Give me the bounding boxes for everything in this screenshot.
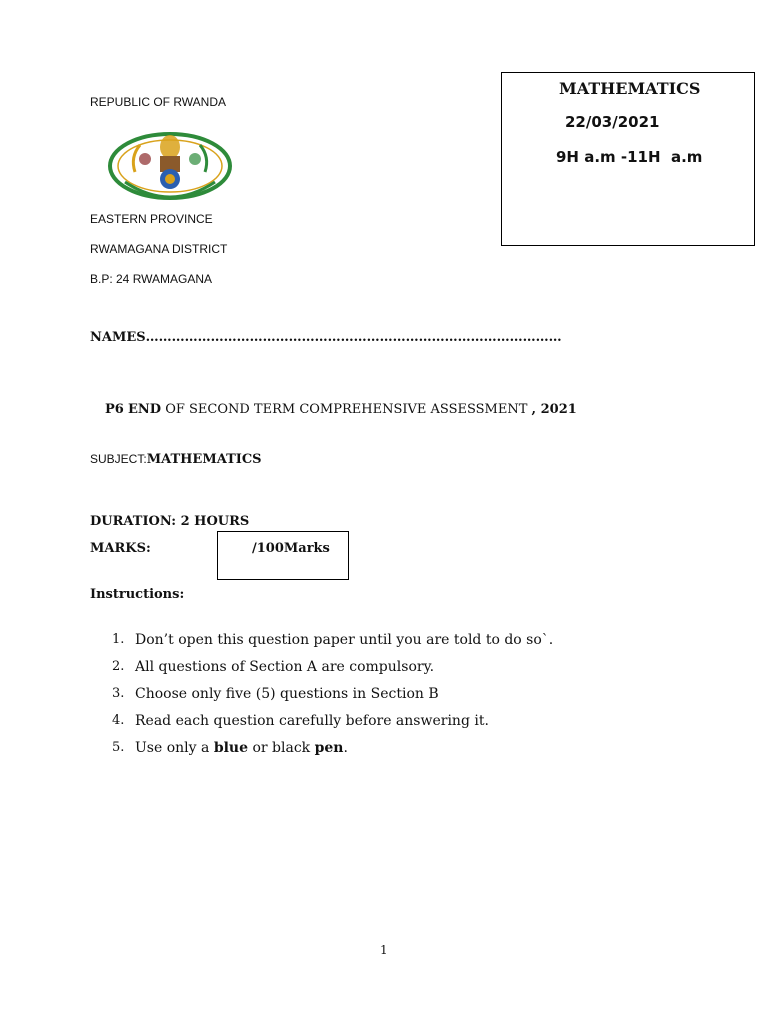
instruction-text: Read each question carefully before answering it. (135, 713, 489, 729)
page-number: 1 (380, 943, 388, 957)
duration: DURATION: 2 HOURS (90, 514, 250, 529)
instruction-text: Don’t open this question paper until you are told to do so`. (135, 632, 554, 648)
exam-box-time: 9H a.m -11H a.m (556, 148, 703, 166)
exam-box-subject: MATHEMATICS (559, 79, 701, 98)
names-label: NAMES (90, 330, 146, 345)
instruction-item (112, 657, 553, 684)
district-name: RWAMAGANA DISTRICT (90, 242, 228, 256)
instruction-number: 5. (112, 740, 125, 755)
subject-label: SUBJECT: (90, 452, 147, 466)
title-main: OF SECOND TERM COMPREHENSIVE ASSESSMENT (165, 402, 528, 417)
instruction-item (112, 630, 554, 657)
names-line (90, 330, 562, 345)
marks-box (217, 531, 349, 580)
assessment-title (105, 402, 577, 417)
instructions-heading: Instructions: (90, 587, 185, 602)
instruction-number: 2. (112, 659, 125, 674)
instructions-list (90, 630, 553, 765)
instruction-emphasis-pen: pen (314, 740, 344, 756)
province-name: EASTERN PROVINCE (90, 212, 213, 226)
instruction-emphasis-blue: blue (213, 740, 249, 756)
subject-value: MATHEMATICS (146, 452, 262, 467)
rwanda-emblem (105, 127, 235, 205)
instruction-text: All questions of Section A are compulsory. (135, 659, 435, 675)
marks-value: /100Marks (252, 541, 330, 556)
instruction-number: 4. (112, 713, 125, 728)
exam-box-date: 22/03/2021 (565, 113, 660, 131)
instruction-number: 3. (112, 686, 125, 701)
instruction-item (112, 711, 553, 738)
instruction-text: Use only a blue or black pen. (135, 740, 348, 756)
country-name: REPUBLIC OF RWANDA (90, 95, 227, 109)
po-box: B.P: 24 RWAMAGANA (90, 272, 213, 286)
title-class: P6 (105, 402, 124, 417)
instruction-text: Choose only five (5) questions in Section B (135, 686, 439, 702)
instruction-item (112, 684, 553, 711)
title-end: END (127, 402, 162, 417)
instruction-number: 1. (112, 632, 125, 647)
instruction-item (112, 738, 553, 765)
title-year: , 2021 (531, 402, 577, 417)
marks-label: MARKS: (90, 541, 151, 556)
names-dots: …………………………………………………………………………………… (145, 330, 562, 345)
subject-line (90, 448, 262, 467)
exam-info-box (501, 72, 755, 246)
